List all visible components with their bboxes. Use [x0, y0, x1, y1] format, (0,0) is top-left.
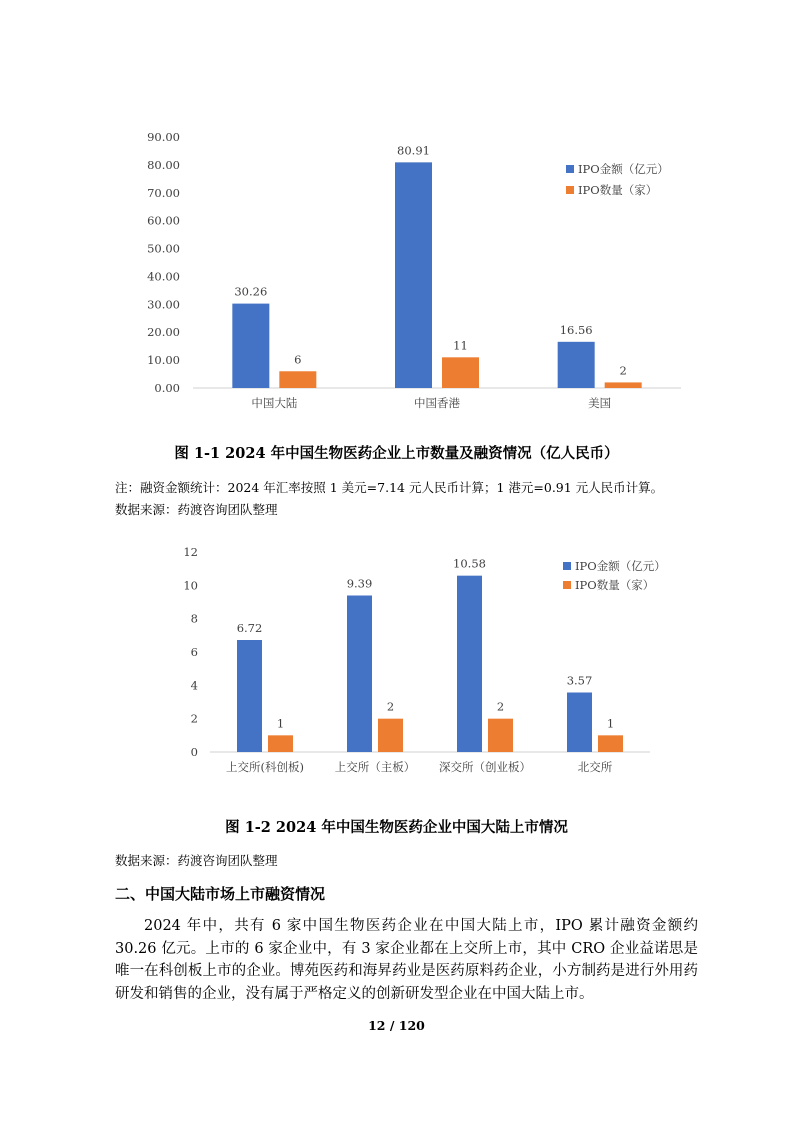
- data-label: 3.57: [566, 673, 593, 688]
- bar-ipo-amount: [567, 693, 592, 753]
- data-source-1: 数据来源：药渡咨询团队整理: [115, 502, 278, 517]
- section-heading: 二、中国大陆市场上市融资情况: [115, 885, 326, 903]
- y-tick-label: 0: [190, 745, 198, 759]
- bar-ipo-amount: [237, 640, 262, 752]
- x-category-label: 北交所: [577, 760, 613, 774]
- legend-entry: IPO金额（亿元）: [575, 559, 666, 573]
- data-label: 9.39: [346, 576, 373, 591]
- y-tick-label: 12: [183, 545, 198, 559]
- bar-ipo-count: [268, 735, 293, 752]
- data-label: 1: [276, 716, 285, 731]
- data-label: 2: [496, 699, 505, 714]
- bar-ipo-amount: [457, 576, 482, 752]
- data-label: 80.91: [397, 143, 430, 158]
- data-label: 11: [453, 338, 468, 353]
- y-tick-label: 80.00: [147, 157, 180, 172]
- legend-swatch: [563, 581, 571, 589]
- y-tick-label: 6: [190, 645, 198, 659]
- bar-ipo-count: [378, 719, 403, 752]
- data-label: 2: [619, 363, 627, 378]
- x-category-label: 上交所(科创板): [226, 760, 304, 774]
- legend-entry: IPO数量（家）: [578, 183, 658, 197]
- figure-caption-1-2: 图 1-2 2024 年中国生物医药企业中国大陆上市情况: [225, 819, 568, 836]
- data-label: 16.56: [559, 322, 593, 337]
- y-tick-label: 20.00: [147, 325, 180, 340]
- y-tick-label: 60.00: [147, 213, 180, 228]
- y-tick-label: 8: [190, 611, 198, 626]
- legend-swatch: [563, 562, 571, 570]
- data-label: 10.58: [453, 556, 486, 571]
- y-tick-label: 4: [190, 678, 198, 693]
- data-source-2: 数据来源：药渡咨询团队整理: [115, 853, 278, 868]
- y-tick-label: 90.00: [147, 130, 180, 144]
- data-label: 2: [386, 699, 395, 714]
- body-paragraph-text: 2024 年中，共有 6 家中国生物医药企业在中国大陆上市，IPO 累计融资金额约 30.26 亿元。上市的 6 家企业中，有 3 家企业都在上交所上市，其中 CRO 企业益诺思是唯一在科创板上市的企业。博苑医药和海昇药业是医药原料药企业，小方制药是进行外用药研发和销售的企业，没有属于严格定义的创新研发型企业在中国大陆上市。: [115, 918, 698, 1002]
- data-label: 1: [606, 716, 615, 731]
- bar-ipo-amount: [347, 596, 372, 753]
- y-tick-label: 30.00: [147, 297, 180, 312]
- bar-ipo-count: [598, 735, 623, 752]
- y-tick-label: 50.00: [147, 241, 180, 256]
- bar-ipo-count: [488, 719, 513, 752]
- y-tick-label: 2: [190, 711, 198, 726]
- legend-entry: IPO金额（亿元）: [578, 162, 669, 176]
- data-label: 6.72: [236, 621, 263, 635]
- data-label: 30.26: [234, 284, 268, 299]
- legend-entry: IPO数量（家）: [575, 578, 655, 592]
- y-tick-label: 0.00: [154, 381, 180, 395]
- x-category-label: 美国: [588, 396, 612, 410]
- x-category-label: 上交所（主板）: [334, 760, 416, 774]
- page-number: 12 / 120: [368, 1018, 425, 1033]
- body-paragraph: [115, 915, 698, 1005]
- y-tick-label: 10: [183, 578, 198, 593]
- y-tick-label: 10.00: [147, 353, 180, 368]
- data-label: 6: [294, 352, 302, 367]
- x-category-label: 中国大陆: [251, 396, 298, 410]
- x-category-label: 深交所（创业板）: [439, 760, 531, 774]
- x-category-label: 中国香港: [414, 396, 460, 410]
- figure-caption-1-1: 图 1-1 2024 年中国生物医药企业上市数量及融资情况（亿人民币）: [174, 445, 619, 462]
- y-tick-label: 40.00: [147, 269, 180, 284]
- y-tick-label: 70.00: [147, 185, 180, 200]
- exchange-rate-note: 注：融资金额统计：2024 年汇率按照 1 美元=7.14 元人民币计算；1 港元=0.91 元人民币计算。: [115, 480, 664, 495]
